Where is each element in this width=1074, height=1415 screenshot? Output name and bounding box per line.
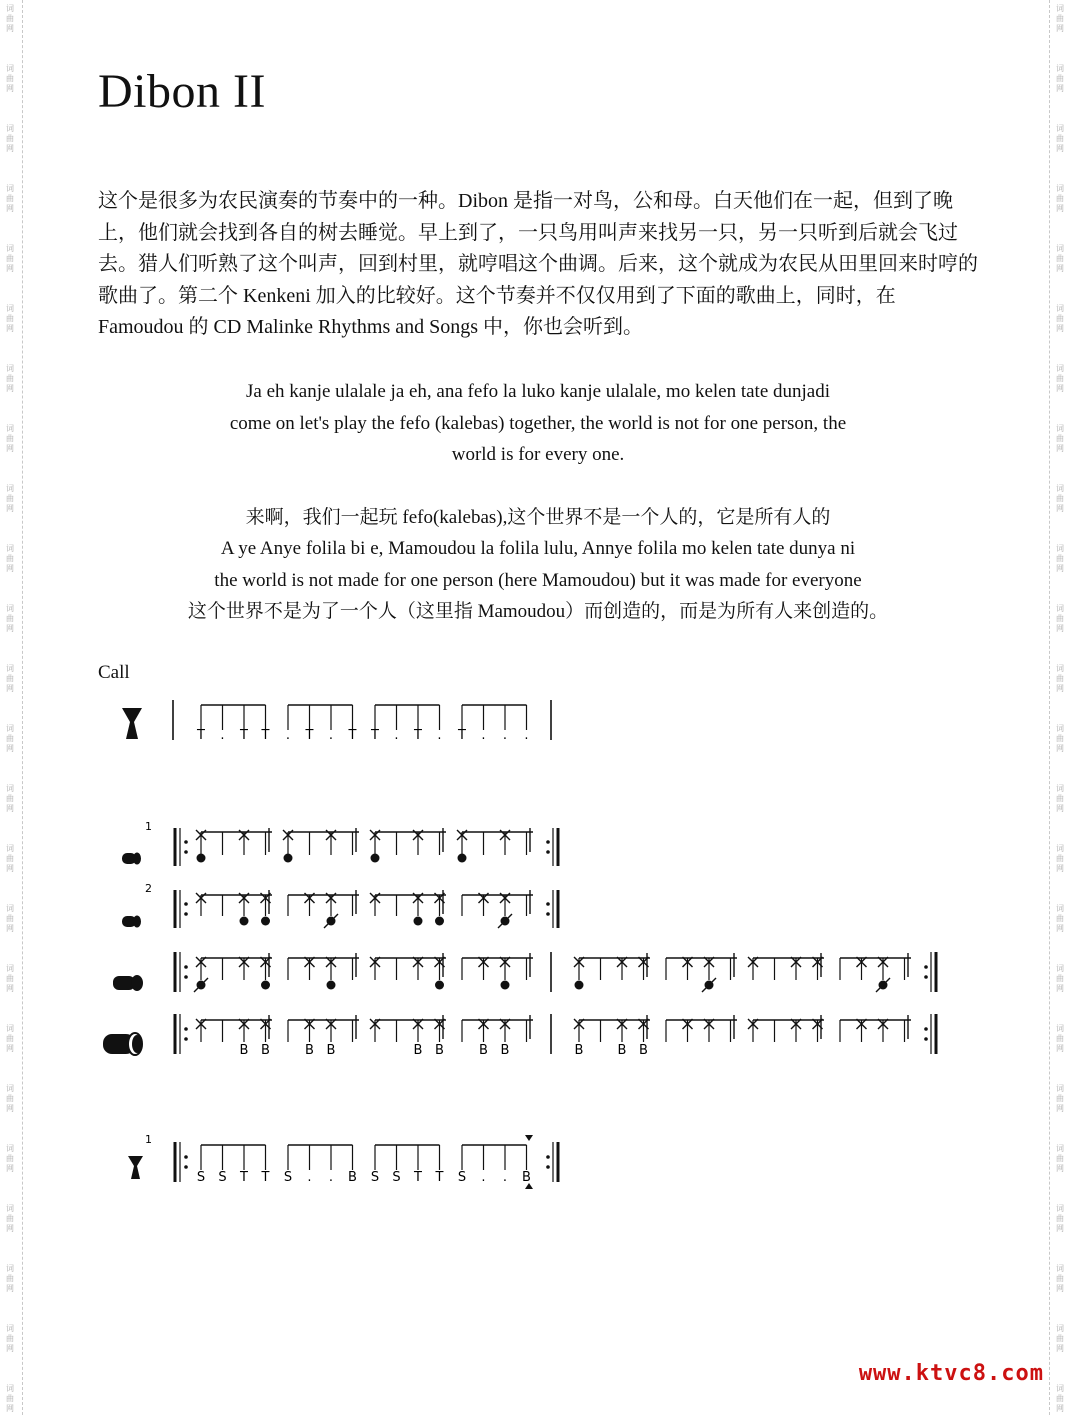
watermark-text: 词 曲 网 [6, 664, 14, 693]
lyric-line-1: Ja eh kanje ulalale ja eh, ana fefo la luko kanje ulalale, mo kelen tate dunjadi [246, 381, 830, 402]
repeat-dot [546, 1155, 550, 1159]
stroke-label: . [285, 728, 291, 743]
stroke-label: T [305, 728, 314, 743]
stroke-label: B [261, 1043, 270, 1058]
stroke-label: B [305, 1043, 314, 1058]
watermark-text: 词 曲 网 [6, 1144, 14, 1173]
watermark-text: 词 曲 网 [1056, 244, 1064, 273]
open-stroke [435, 917, 444, 926]
stroke-label: T [240, 728, 248, 743]
repeat-dot [184, 912, 188, 916]
watermark-text: 词 曲 网 [1056, 1384, 1064, 1413]
stroke-label: T [240, 1170, 248, 1185]
djembe-1-number: 1 [145, 1133, 152, 1146]
watermark-text: 词 曲 网 [1056, 904, 1064, 933]
open-stroke [284, 854, 293, 863]
lyric-line-2: come on let's play the fefo (kalebas) together, the world is not for one person, the [229, 412, 847, 434]
watermark-text: 词 曲 网 [6, 904, 14, 933]
open-stroke [327, 981, 336, 990]
repeat-dot [924, 1037, 928, 1041]
kenkeni-2-icon [122, 916, 141, 928]
stroke-label: S [218, 1170, 227, 1185]
watermark-text: 词 曲 网 [6, 1084, 14, 1113]
repeat-dot [184, 1037, 188, 1041]
stroke-label: S [392, 1170, 401, 1185]
watermark-text: 词 曲 网 [1056, 1264, 1064, 1293]
stroke-label: S [370, 1170, 380, 1185]
watermark-text: 词 曲 网 [6, 724, 14, 753]
stroke-label: T [261, 728, 270, 743]
repeat-dot [924, 965, 928, 969]
call-label: Call [98, 662, 130, 683]
watermark-text: 词 曲 网 [6, 184, 14, 213]
stroke-label: B [479, 1043, 488, 1058]
watermark-text: 词 曲 网 [6, 64, 14, 93]
repeat-dot [546, 902, 550, 906]
stroke-label: B [500, 1043, 510, 1058]
watermark-text: 词 曲 网 [1056, 4, 1064, 33]
watermark-text: 词 曲 网 [6, 964, 14, 993]
watermark-text: 词 曲 网 [1056, 424, 1064, 453]
watermark-text: 词 曲 网 [1056, 724, 1064, 753]
djembe-call-icon [122, 708, 142, 739]
stroke-label: . [220, 728, 225, 743]
page-title: Dibon II [98, 65, 266, 118]
stroke-label: T [458, 728, 466, 743]
stroke-label: B [239, 1043, 249, 1058]
repeat-dot [546, 1165, 550, 1169]
stroke-label: B [574, 1043, 584, 1058]
kenkeni-1-icon [122, 853, 141, 865]
watermark-text: 词 曲 网 [6, 424, 14, 453]
watermark-text: 词 曲 网 [1056, 604, 1064, 633]
open-stroke [261, 981, 270, 990]
watermark-text: 词 曲 网 [1056, 1144, 1064, 1173]
watermark-text: 词 曲 网 [1056, 664, 1064, 693]
stroke-label: S [457, 1170, 467, 1185]
stroke-label: . [524, 728, 529, 743]
stroke-label: B [413, 1043, 423, 1058]
repeat-dot [184, 1165, 188, 1169]
watermark-text: 词 曲 网 [6, 784, 14, 813]
watermark-text: 词 曲 网 [1056, 184, 1064, 213]
stroke-label: T [371, 728, 379, 743]
watermark-text: 词 曲 网 [6, 4, 14, 33]
watermark-text: 词 曲 网 [1056, 1084, 1064, 1113]
stroke-label: . [502, 1170, 508, 1185]
open-stroke [501, 981, 510, 990]
stroke-label: . [481, 1170, 486, 1185]
repeat-dot [546, 840, 550, 844]
kenkeni-2-number: 2 [145, 882, 152, 895]
intro-paragraph: 这个是很多为农民演奏的节奏中的一种。Dibon 是指一对鸟，公和母。白天他们在一起，但到了晚上，他们就会找到各自的树去睡觉。早上到了，一只鸟用叫声来找另一只，另一只听到后就会飞过去。猎人们听熟了这个叫声，回到村里，就哼唱这个曲调。后来，这个就成为农民从田里回来时哼的歌曲了。第二个 Kenkeni 加入的比较好。这个节奏并不仅仅用到了下面的歌曲上，同时，在 Famoudou 的 CD Malinke Rhythms and Songs 中，你也会听到。 [98, 190, 978, 338]
watermark-text: 词 曲 网 [6, 1384, 14, 1413]
watermark-text: 词 曲 网 [1056, 64, 1064, 93]
watermark-text: 词 曲 网 [6, 844, 14, 873]
watermark-text: 词 曲 网 [6, 544, 14, 573]
repeat-dot [184, 965, 188, 969]
stroke-label: B [348, 1170, 357, 1185]
open-stroke [240, 917, 249, 926]
stroke-label: . [307, 1170, 312, 1185]
stroke-label: . [328, 728, 334, 743]
stroke-label: B [522, 1170, 531, 1185]
stroke-label: S [196, 1170, 206, 1185]
stroke-label: T [197, 728, 205, 743]
watermark-text: 词 曲 网 [6, 1204, 14, 1233]
watermark-text: 词 曲 网 [1056, 544, 1064, 573]
site-url-watermark: www.ktvc8.com [858, 1361, 1044, 1386]
accent-marker [525, 1135, 533, 1141]
repeat-dot [184, 902, 188, 906]
watermark-text: 词 曲 网 [6, 364, 14, 393]
stroke-label: . [328, 1170, 334, 1185]
watermark-text: 词 曲 网 [1056, 484, 1064, 513]
watermark-text: 词 曲 网 [1056, 784, 1064, 813]
watermark-text: 词 曲 网 [1056, 364, 1064, 393]
stroke-label: T [261, 1170, 270, 1185]
open-stroke [575, 981, 584, 990]
stroke-label: S [283, 1170, 293, 1185]
lyric-line-7: 这个世界不是为了一个人（这里指 Mamoudou）而创造的，而是为所有人来创造的。 [187, 601, 889, 622]
sangban-icon [113, 975, 143, 991]
stroke-label: B [326, 1043, 336, 1058]
repeat-dot [546, 912, 550, 916]
stroke-label: T [348, 728, 357, 743]
watermark-text: 词 曲 网 [1056, 304, 1064, 333]
mute-slash [876, 978, 890, 992]
watermark-text: 词 曲 网 [6, 484, 14, 513]
lyric-line-5: A ye Anye folila bi e, Mamoudou la folila lulu, Annye folila mo kelen tate dunya ni [220, 538, 856, 559]
mute-slash [498, 914, 512, 928]
open-stroke [435, 981, 444, 990]
stroke-label: . [437, 728, 442, 743]
open-stroke [414, 917, 423, 926]
repeat-dot [184, 840, 188, 844]
lyric-line-3: world is for every one. [451, 444, 625, 465]
watermark-text: 词 曲 网 [1056, 1024, 1064, 1053]
djembe-1-icon [128, 1156, 143, 1179]
watermark-text: 词 曲 网 [1056, 124, 1064, 153]
watermark-text: 词 曲 网 [6, 604, 14, 633]
open-stroke [197, 854, 206, 863]
open-stroke [261, 917, 270, 926]
repeat-dot [184, 1027, 188, 1031]
stroke-label: B [617, 1043, 627, 1058]
mute-slash [194, 978, 208, 992]
lyric-line-4: 来啊，我们一起玩 fefo(kalebas),这个世界不是一个人的，它是所有人的 [245, 506, 831, 528]
watermark-text: 词 曲 网 [6, 124, 14, 153]
watermark-text: 词 曲 网 [6, 244, 14, 273]
watermark-text: 词 曲 网 [6, 1024, 14, 1053]
dundunba-icon [103, 1033, 142, 1055]
watermark-text: 词 曲 网 [6, 304, 14, 333]
stroke-label: . [394, 728, 399, 743]
stroke-label: B [639, 1043, 648, 1058]
watermark-text: 词 曲 网 [6, 1324, 14, 1353]
stroke-label: T [435, 1170, 444, 1185]
watermark-text: 词 曲 网 [1056, 964, 1064, 993]
stroke-label: T [414, 728, 422, 743]
open-stroke [458, 854, 467, 863]
repeat-dot [184, 850, 188, 854]
stroke-label: . [481, 728, 486, 743]
repeat-dot [924, 1027, 928, 1031]
mute-slash [324, 914, 338, 928]
watermark-text: 词 曲 网 [1056, 1204, 1064, 1233]
repeat-dot [924, 975, 928, 979]
open-stroke [371, 854, 380, 863]
repeat-dot [546, 850, 550, 854]
stroke-label: T [414, 1170, 422, 1185]
watermark-text: 词 曲 网 [1056, 1324, 1064, 1353]
stroke-label: B [435, 1043, 444, 1058]
lyric-line-6: the world is not made for one person (here Mamoudou) but it was made for everyone [214, 569, 862, 591]
watermark-text: 词 曲 网 [6, 1264, 14, 1293]
mute-slash [702, 978, 716, 992]
watermark-text: 词 曲 网 [1056, 844, 1064, 873]
repeat-dot [184, 975, 188, 979]
stroke-label: . [502, 728, 508, 743]
repeat-dot [184, 1155, 188, 1159]
kenkeni-1-number: 1 [145, 820, 152, 833]
